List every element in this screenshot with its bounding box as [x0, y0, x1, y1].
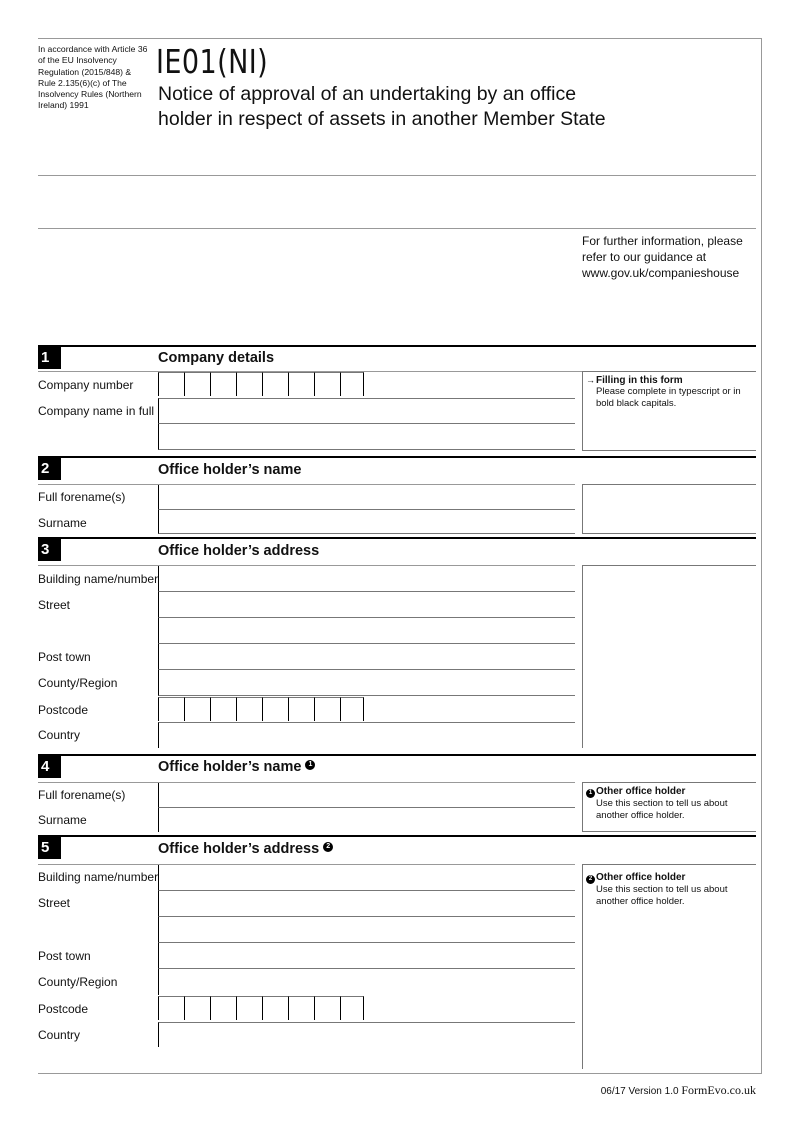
county-field-2[interactable]	[158, 969, 575, 995]
street-label: Street	[38, 598, 71, 612]
footnote-1-icon: 1	[586, 789, 595, 798]
forename-label: Full forename(s)	[38, 490, 126, 504]
street-label-2: Street	[38, 896, 71, 910]
post-town-field-2[interactable]	[158, 943, 575, 969]
other-holder-note-2	[582, 864, 756, 1069]
arrow-icon: →	[586, 375, 595, 385]
divider	[38, 175, 756, 176]
company-name-label: Company name in full	[38, 404, 155, 418]
other-holder-note-2-title: Other office holder	[596, 872, 686, 883]
section-3-side-panel	[582, 565, 756, 748]
section-1-number: 1	[38, 347, 61, 369]
postcode-label: Postcode	[38, 703, 89, 717]
other-holder-note-1	[582, 782, 756, 832]
forename-field[interactable]	[158, 485, 575, 510]
footer	[601, 1083, 756, 1098]
filling-note-title: Filling in this form	[596, 375, 683, 386]
company-name-field-2[interactable]	[158, 424, 575, 450]
legal-reference: In accordance with Article 36 of the EU Insolvency Regulation (2015/848) & Rule 2.135(6)(c) of The Insolvency Rules (Northern Ireland) 1991	[38, 44, 148, 111]
company-number-label: Company number	[38, 378, 134, 392]
street-field-2[interactable]	[158, 618, 575, 644]
section-4-number: 4	[38, 756, 61, 778]
divider	[38, 228, 756, 229]
section-2-number: 2	[38, 458, 61, 480]
section-2-title: Office holder’s name	[158, 462, 302, 478]
post-town-field[interactable]	[158, 644, 575, 670]
section-3-number: 3	[38, 539, 61, 561]
county-label: County/Region	[38, 676, 118, 690]
other-holder-note-1-text: Use this section to tell us about another office holder.	[596, 798, 728, 821]
section-3-title: Office holder’s address	[158, 543, 320, 559]
filling-note	[582, 371, 756, 451]
company-number-boxes[interactable]	[158, 372, 364, 396]
building-field-2[interactable]	[158, 865, 575, 891]
country-label-2: Country	[38, 1028, 81, 1042]
section-1-title: Company details	[158, 350, 275, 366]
further-info-text: For further information, please refer to our guidance at www.gov.uk/companieshouse	[582, 234, 743, 280]
section-4-title	[158, 759, 315, 775]
forename-label-2: Full forename(s)	[38, 788, 126, 802]
section-2-side-panel	[582, 484, 756, 534]
version-text: 06/17 Version 1.0	[600, 1086, 679, 1097]
surname-field-2[interactable]	[158, 808, 575, 832]
surname-field[interactable]	[158, 510, 575, 534]
form-code: IE01(NI)	[156, 42, 269, 81]
country-field-2[interactable]	[158, 1022, 575, 1047]
surname-label-2: Surname	[38, 813, 87, 827]
post-town-label-2: Post town	[38, 949, 91, 963]
section-5-bar	[38, 835, 756, 837]
section-4-bar	[38, 754, 756, 756]
building-label-2: Building name/number	[38, 870, 159, 884]
footnote-1-marker: 1	[305, 760, 315, 770]
postcode-label-2: Postcode	[38, 1002, 89, 1016]
country-label: Country	[38, 728, 81, 742]
county-field[interactable]	[158, 670, 575, 696]
country-field[interactable]	[158, 722, 575, 748]
footnote-2-icon: 2	[586, 875, 595, 884]
filling-note-text: Please complete in typescript or in bold black capitals.	[596, 386, 741, 409]
section-4-title-text: Office holder’s name	[158, 759, 302, 775]
company-name-field-1[interactable]	[158, 398, 575, 424]
other-holder-note-2-text: Use this section to tell us about another office holder.	[596, 884, 728, 907]
street-field-2b[interactable]	[158, 917, 575, 943]
building-label: Building name/number	[38, 572, 159, 586]
other-holder-note-1-title: Other office holder	[596, 786, 686, 797]
section-2-bar	[38, 456, 756, 458]
brand-text: FormEvo.co.uk	[681, 1083, 756, 1097]
county-label-2: County/Region	[38, 975, 118, 989]
postcode-boxes-2[interactable]	[158, 996, 364, 1020]
building-field[interactable]	[158, 566, 575, 592]
section-1-bar	[38, 345, 756, 347]
footnote-2-marker: 2	[323, 842, 333, 852]
section-5-title	[158, 841, 333, 857]
section-5-number: 5	[38, 837, 61, 859]
surname-label: Surname	[38, 516, 87, 530]
street-field-2a[interactable]	[158, 891, 575, 917]
section-3-bar	[38, 537, 756, 539]
section-5-title-text: Office holder’s address	[158, 841, 320, 857]
postcode-boxes[interactable]	[158, 697, 364, 721]
post-town-label: Post town	[38, 650, 91, 664]
street-field-1[interactable]	[158, 592, 575, 618]
form-title: Notice of approval of an undertaking by an office holder in respect of assets in another Member State	[158, 83, 606, 130]
forename-field-2[interactable]	[158, 783, 575, 808]
